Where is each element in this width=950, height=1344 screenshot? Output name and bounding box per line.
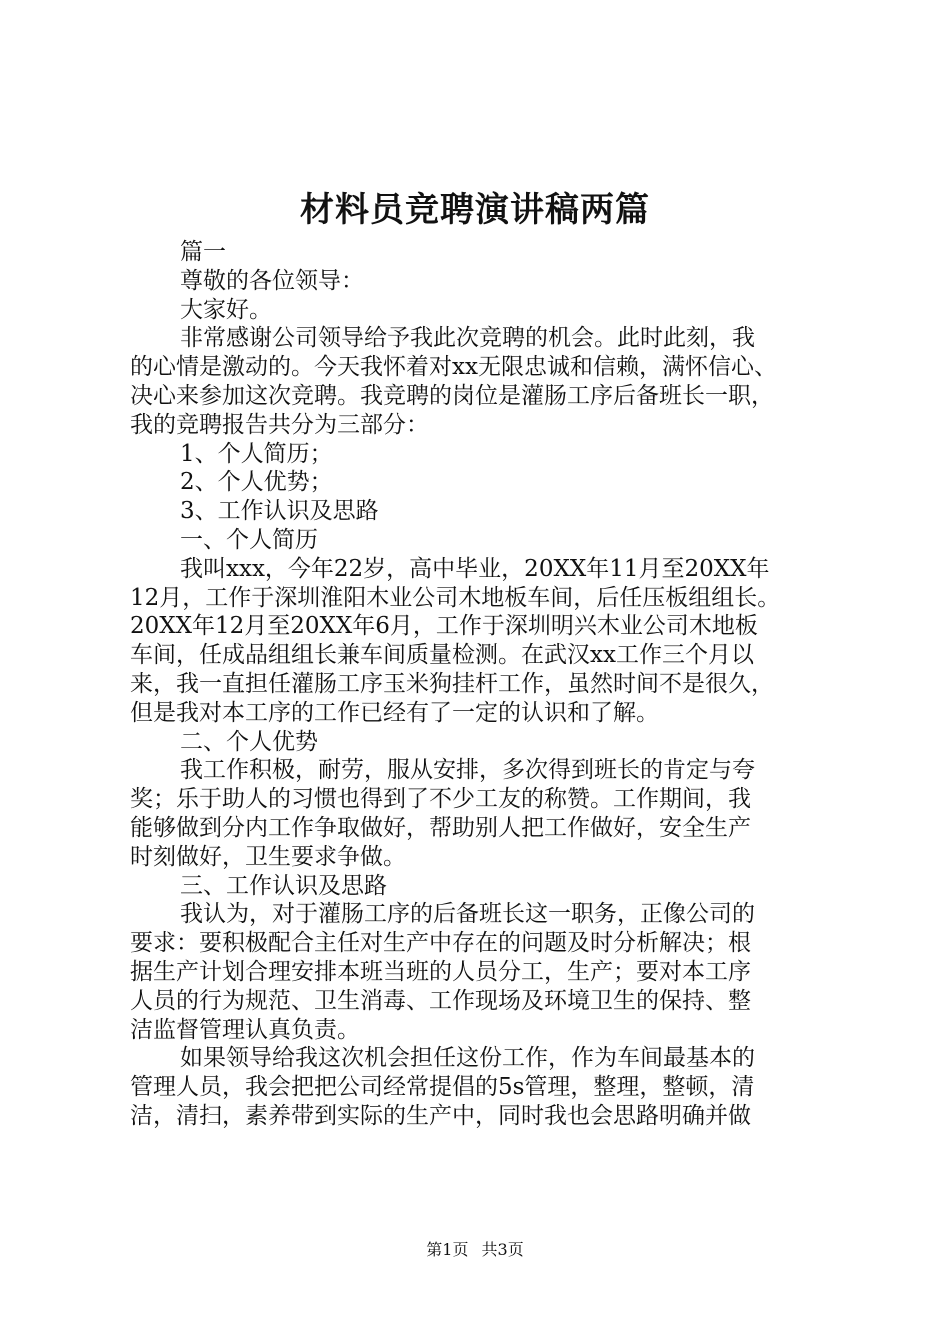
paragraph-line: 管理人员，我会把把公司经常提倡的5s管理，整理，整顿，清	[130, 1074, 755, 1101]
paragraph-line: 12月，工作于深圳淮阳木业公司木地板车间，后任压板组组长。	[130, 584, 781, 611]
paragraph-line: 车间，任成品组组长兼车间质量检测。在武汉xx工作三个月以	[130, 642, 754, 669]
paragraph-line: 篇一	[180, 239, 226, 265]
paragraph-line: 来，我一直担任灌肠工序玉米狗挂杆工作，虽然时间不是很久，	[130, 670, 774, 697]
paragraph-line: 能够做到分内工作争取做好，帮助别人把工作做好，安全生产	[130, 814, 751, 841]
paragraph-line: 非常感谢公司领导给予我此次竞聘的机会。此时此刻，我	[180, 325, 755, 352]
page-number: 第1页	[426, 1240, 469, 1259]
paragraph-line: 决心来参加这次竞聘。我竞聘的岗位是灌肠工序后备班长一职，	[130, 382, 774, 409]
paragraph-line: 尊敬的各位领导：	[180, 267, 364, 294]
paragraph-line: 我认为，对于灌肠工序的后备班长这一职务，正像公司的	[180, 901, 755, 928]
paragraph-line: 我的竞聘报告共分为三部分：	[130, 411, 429, 438]
paragraph-line: 洁监督管理认真负责。	[130, 1016, 360, 1043]
paragraph-line: 洁，清扫，素养带到实际的生产中，同时我也会思路明确并做	[130, 1102, 751, 1129]
paragraph-line: 要求：要积极配合主任对生产中存在的问题及时分析解决；根	[130, 930, 751, 957]
paragraph-line: 2、个人优势；	[180, 469, 333, 496]
paragraph-line: 我叫xxx，今年22岁，高中毕业，20XX年11月至20XX年	[180, 555, 770, 582]
paragraph-line: 20XX年12月至20XX年6月，工作于深圳明兴木业公司木地板	[130, 613, 758, 640]
paragraph-line: 的心情是激动的。今天我怀着对xx无限忠诚和信赖，满怀信心、	[130, 354, 777, 381]
paragraph-line: 3、工作认识及思路	[180, 498, 379, 525]
paragraph-line: 大家好。	[180, 296, 272, 323]
paragraph-line: 人员的行为规范、卫生消毒、工作现场及环境卫生的保持、整	[130, 987, 751, 1014]
section-heading: 二、个人优势	[180, 728, 318, 755]
paragraph-line: 1、个人简历；	[180, 440, 333, 467]
paragraph-line: 据生产计划合理安排本班当班的人员分工，生产；要对本工序	[130, 958, 751, 985]
paragraph-line: 时刻做好，卫生要求争做。	[130, 843, 406, 870]
document-body	[130, 238, 830, 1131]
paragraph-line: 我工作积极，耐劳，服从安排，多次得到班长的肯定与夸	[180, 757, 755, 784]
section-heading: 三、工作认识及思路	[180, 872, 387, 899]
paragraph-line: 奖；乐于助人的习惯也得到了不少工友的称赞。工作期间，我	[130, 786, 751, 813]
page-footer	[0, 1239, 950, 1261]
paragraph-line: 如果领导给我这次机会担任这份工作，作为车间最基本的	[180, 1045, 755, 1072]
section-heading: 一、个人简历	[180, 526, 318, 553]
document-title: 材料员竞聘演讲稿两篇	[300, 190, 650, 230]
paragraph-line: 但是我对本工序的工作已经有了一定的认识和了解。	[130, 699, 659, 726]
page-total: 共3页	[481, 1240, 524, 1259]
